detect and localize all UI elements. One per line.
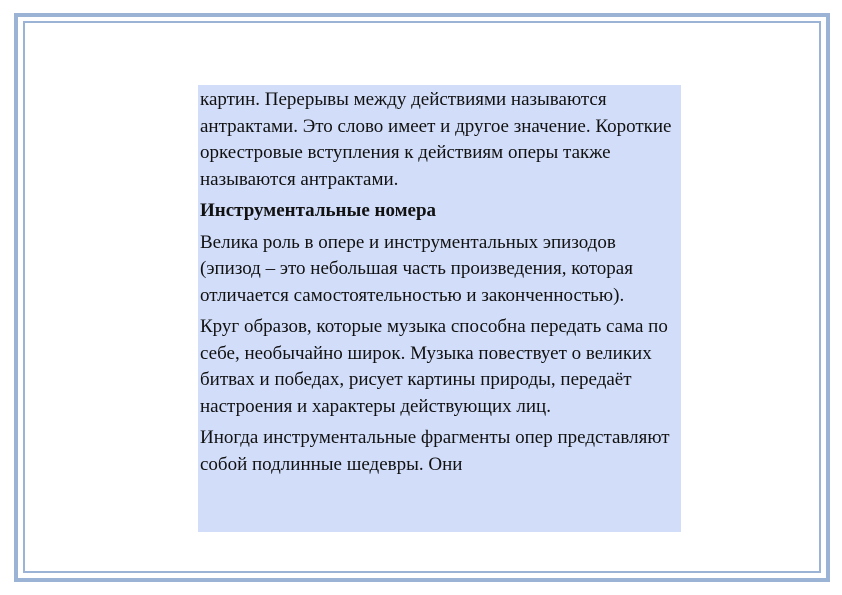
- paragraph-range-of-images: Круг образов, которые музыка способна передать сама по себе, необычайно широк. Музыка повествует о великих битвах и победах, рисует картины природы, передаёт настроения и характеры действующих лиц.: [200, 316, 668, 417]
- paragraph-intermission: картин. Перерывы между действиями называются антрактами. Это слово имеет и другое значение. Короткие оркестровые вступления к действиям оперы также называются антрактами.: [200, 89, 672, 190]
- paragraph-masterpieces: Иногда инструментальные фрагменты опер представляют собой подлинные шедевры. Они: [200, 427, 670, 475]
- section-heading: Инструментальные номера: [200, 200, 437, 221]
- text-block: [198, 85, 681, 532]
- paragraph-instrumental-episodes: Велика роль в опере и инструментальных эпизодов (эпизод – это небольшая часть произведения, которая отличается самостоятельностью и законченностью).: [200, 231, 633, 306]
